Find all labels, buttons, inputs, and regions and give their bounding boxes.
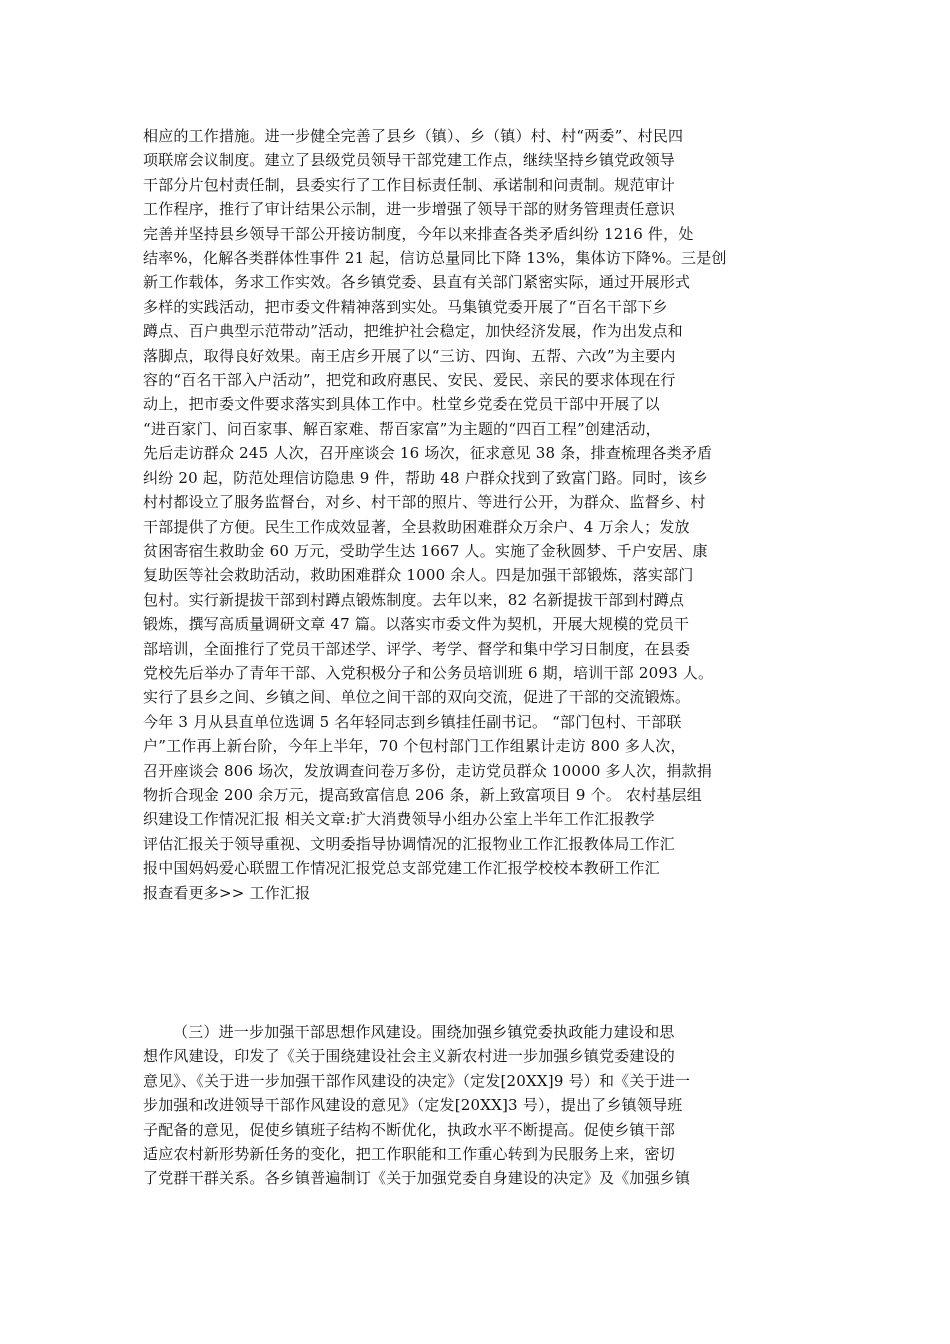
text-line: 召开座谈会 806 场次，发放调查问卷万多份，走访党员群众 10000 多人次，捐款捐 — [143, 761, 713, 780]
body-text-section-1 — [143, 124, 819, 905]
text-line: 党校先后举办了青年干部、入党积极分子和公务员培训班 6 期，培训干部 2093 人。 — [143, 663, 714, 682]
text-line: “进百家门、问百家事、解百家难、帮百家富”为主题的“四百工程”创建活动， — [143, 419, 661, 438]
text-line: 动上，把市委文件要求落实到具体工作中。杜堂乡党委在党员干部中开展了以 — [143, 395, 660, 414]
text-line: 了党群干群关系。各乡镇普遍制订《关于加强党委自身建设的决定》及《加强乡镇 — [143, 1169, 691, 1188]
text-line: 步加强和改进领导干部作风建设的意见》（定发[20XX]3 号），提出了乡镇领导班 — [143, 1096, 683, 1115]
text-line: 项联席会议制度。建立了县级党员领导干部党建工作点，继续坚持乡镇党政领导 — [143, 151, 676, 170]
text-line: 包村。实行新提拔干部到村蹲点锻炼制度。去年以来，82 名新提拔干部到村蹲点 — [143, 590, 685, 609]
text-line: 村村都设立了服务监督台，对乡、村干部的照片、等进行公开，为群众、监督乡、村 — [143, 493, 706, 512]
text-line: 今年 3 月从县直单位选调 5 名年轻同志到乡镇挂任副书记。 “部门包村、干部联 — [143, 712, 682, 731]
text-line: 干部提供了方便。民生工作成效显著，全县救助困难群众万余户、4 万余人；发放 — [143, 517, 690, 536]
text-line: 落脚点，取得良好效果。南王店乡开展了以“三访、四询、五帮、六改”为主要内 — [143, 346, 676, 365]
text-line: 容的“百名干部入户活动”，把党和政府惠民、安民、爱民、亲民的要求体现在行 — [143, 371, 676, 390]
text-line: 多样的实践活动，把市委文件精神落到实处。马集镇党委开展了“百名干部下乡 — [143, 297, 668, 316]
text-line: 相应的工作措施。进一步健全完善了县乡（镇）、乡（镇）村、村“两委”、村民四 — [143, 127, 684, 145]
related-articles-line[interactable]: 评估汇报关于领导重视、文明委指导协调情况的汇报物业工作汇报教体局工作汇 — [143, 834, 676, 853]
text-line: 户”工作再上新台阶，今年上半年，70 个包村部门工作组累计走访 800 多人次， — [143, 737, 686, 756]
text-line: 完善并坚持县乡领导干部公开接访制度，今年以来排查各类矛盾纠纷 1216 件，处 — [143, 224, 694, 243]
section-heading-line: （三）进一步加强干部思想作风建设。围绕加强乡镇党委执政能力建设和思 — [173, 1023, 675, 1041]
text-line: 子配备的意见，促使乡镇班子结构不断优化，执政水平不断提高。促使乡镇干部 — [143, 1120, 676, 1139]
text-line: 蹲点、百户典型示范带动”活动，把维护社会稳定，加快经济发展，作为出发点和 — [143, 322, 683, 341]
text-line: 纠纷 20 起，防范处理信访隐患 9 件，帮助 48 户群众找到了致富门路。同时，该乡 — [143, 468, 708, 487]
text-line: 想作风建设，印发了《关于围绕建设社会主义新农村进一步加强乡镇党委建设的 — [143, 1047, 676, 1066]
text-line: 锻炼，撰写高质量调研文章 47 篇。以落实市委文件为契机，开展大规模的党员干 — [143, 615, 690, 634]
text-line: 实行了县乡之间、乡镇之间、单位之间干部的双向交流，促进了干部的交流锻炼。 — [143, 688, 691, 707]
text-line: 复助医等社会救助活动，救助困难群众 1000 余人。四是加强干部锻炼，落实部门 — [143, 566, 694, 585]
text-line: 意见》、《关于进一步加强干部作风建设的决定》（定发[20XX]9 号）和《关于进一 — [143, 1071, 691, 1090]
text-line: 干部分片包村责任制，县委实行了工作目标责任制、承诺制和问责制。规范审计 — [143, 175, 676, 194]
view-more-link[interactable]: 报查看更多>> 工作汇报 — [143, 883, 311, 902]
text-line: 新工作载体，务求工作实效。各乡镇党委、县直有关部门紧密实际，通过开展形式 — [143, 273, 691, 292]
related-articles-line[interactable]: 织建设工作情况汇报 相关文章:扩大消费领导小组办公室上半年工作汇报教学 — [143, 810, 655, 829]
text-line: 结率%，化解各类群体性事件 21 起，信访总量同比下降 13%，集体访下降%。三是创 — [143, 249, 727, 268]
text-line: 贫困寄宿生救助金 60 万元，受助学生达 1667 人。实施了金秋圆梦、千户安居、康 — [143, 541, 708, 560]
related-articles-line[interactable]: 报中国妈妈爱心联盟工作情况汇报党总支部党建工作汇报学校校本教研工作汇 — [143, 859, 660, 878]
text-line: 先后走访群众 245 人次，召开座谈会 16 场次，征求意见 38 条，排查梳理各类矛盾 — [143, 444, 713, 463]
text-line: 部培训，全面推行了党员干部述学、评学、考学、督学和集中学习日制度，在县委 — [143, 639, 691, 658]
text-line: 工作程序，推行了审计结果公示制，进一步增强了领导干部的财务管理责任意识 — [143, 200, 676, 219]
body-text-section-2 — [143, 1020, 819, 1191]
text-line: 物折合现金 200 余万元，提高致富信息 206 条，新上致富项目 9 个。 农村基层组 — [143, 785, 702, 804]
text-line: 适应农村新形势新任务的变化，把工作职能和工作重心转到为民服务上来，密切 — [143, 1145, 676, 1164]
